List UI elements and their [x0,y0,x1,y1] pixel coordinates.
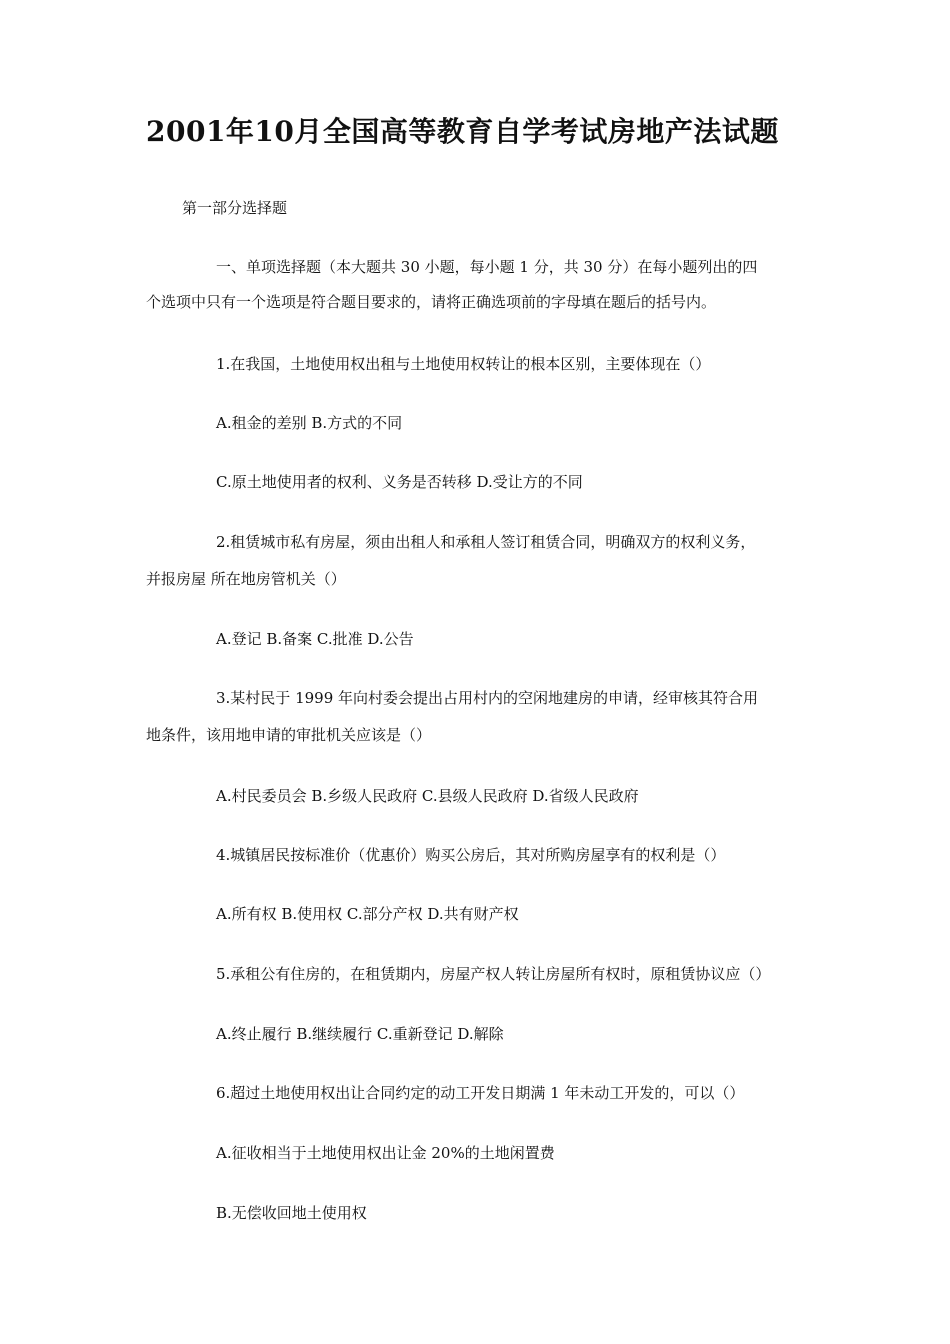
question-4-options: A.所有权 B.使用权 C.部分产权 D.共有财产权 [216,905,519,923]
section-intro-line-1: 一、单项选择题（本大题共 30 小题，每小题 1 分，共 30 分）在每小题列出的四 [216,258,758,276]
question-1-stem: 1.在我国，土地使用权出租与土地使用权转让的根本区别，主要体现在（） [216,355,711,373]
question-3-options: A.村民委员会 B.乡级人民政府 C.县级人民政府 D.省级人民政府 [216,787,639,805]
question-3-stem-line-1: 3.某村民于 1999 年向村委会提出占用村内的空闲地建房的申请，经审核其符合用 [216,689,759,707]
question-2-stem-line-2: 并报房屋 所在地房管机关（） [146,570,346,588]
question-2-options: A.登记 B.备案 C.批准 D.公告 [216,630,414,648]
document-title: 2001年10月全国高等教育自学考试房地产法试题 [146,115,779,148]
part-heading: 第一部分选择题 [182,199,288,217]
question-4-stem: 4.城镇居民按标准价（优惠价）购买公房后，其对所购房屋享有的权利是（） [216,846,726,864]
section-intro-line-2: 个选项中只有一个选项是符合题目要求的，请将正确选项前的字母填在题后的括号内。 [146,293,717,311]
question-6-option-a: A.征收相当于土地使用权出让金 20%的土地闲置费 [216,1144,555,1162]
question-3-stem-line-2: 地条件，该用地申请的审批机关应该是（） [146,726,432,744]
question-6-stem: 6.超过土地使用权出让合同约定的动工开发日期满 1 年未动工开发的，可以（） [216,1084,745,1102]
question-1-options-c-d: C.原土地使用者的权利、义务是否转移 D.受让方的不同 [216,473,583,491]
question-1-options-a-b: A.租金的差别 B.方式的不同 [216,414,403,432]
question-6-option-b: B.无偿收回地土使用权 [216,1204,367,1222]
question-5-stem: 5.承租公有住房的，在租赁期内，房屋产权人转让房屋所有权时，原租赁协议应（） [216,965,771,983]
question-2-stem-line-1: 2.租赁城市私有房屋，须由出租人和承租人签订租赁合同，明确双方的权利义务， [216,533,756,551]
question-5-options: A.终止履行 B.继续履行 C.重新登记 D.解除 [216,1025,504,1043]
